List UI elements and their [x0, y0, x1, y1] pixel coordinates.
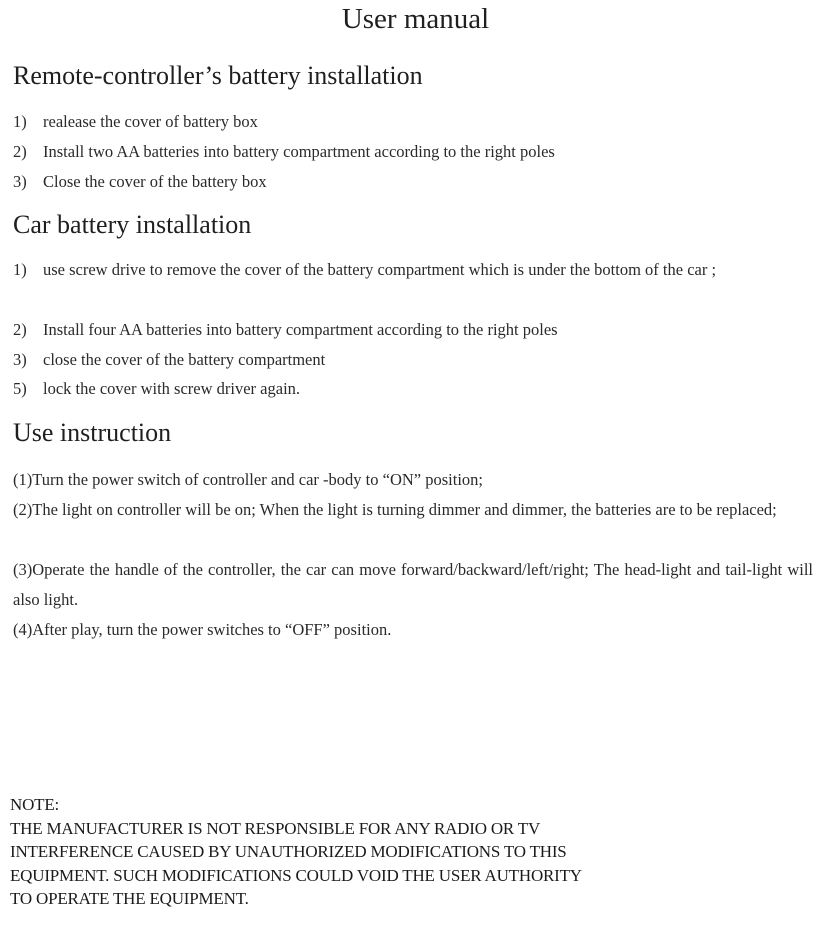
step-number: 1) [13, 112, 27, 131]
note-line: THE MANUFACTURER IS NOT RESPONSIBLE FOR ANY RADIO OR TV [10, 818, 541, 838]
use-item-2: (2)The light on controller will be on; When the light is turning dimmer and dimmer, the batteries are to be replaced; [13, 500, 777, 519]
use-item-4: (4)After play, turn the power switches to “OFF” position. [13, 620, 392, 639]
step-number: 5) [13, 379, 27, 398]
use-item-1: (1)Turn the power switch of controller and car -body to “ON” position; [13, 470, 483, 489]
car-battery-heading: Car battery installation [13, 210, 252, 239]
note-label: NOTE: [10, 795, 60, 814]
note-line: EQUIPMENT. SUCH MODIFICATIONS COULD VOID THE USER AUTHORITY [10, 865, 582, 885]
car-step-5 [13, 379, 300, 399]
step-number: 3) [13, 172, 27, 191]
use-item-3: (3)Operate the handle of the controller, the car can move forward/backward/left/right; The head-light and tail-light will also light. [13, 560, 813, 609]
remote-step-2 [13, 142, 555, 162]
note-line: TO OPERATE THE EQUIPMENT. [10, 889, 249, 908]
step-text: lock the cover with screw driver again. [43, 379, 301, 398]
page-title: User manual [341, 3, 490, 35]
fcc-note [10, 793, 790, 911]
note-line: INTERFERENCE CAUSED BY UNAUTHORIZED MODIFICATIONS TO THIS [10, 842, 567, 861]
car-step-3 [13, 350, 325, 370]
step-number: 2) [13, 320, 27, 339]
step-text: realease the cover of battery box [43, 112, 258, 131]
remote-battery-heading: Remote-controller’s battery installation [13, 61, 423, 90]
step-text: Install two AA batteries into battery compartment according to the right poles [43, 142, 555, 161]
remote-step-3 [13, 172, 267, 192]
step-text: Install four AA batteries into battery compartment according to the right poles [43, 320, 558, 339]
step-number: 1) [13, 260, 27, 279]
step-number: 3) [13, 350, 27, 369]
step-number: 2) [13, 142, 27, 161]
step-text: use screw drive to remove the cover of the battery compartment which is under the bottom of the car ; [43, 260, 717, 279]
step-text: close the cover of the battery compartment [43, 350, 326, 369]
remote-step-1 [13, 112, 258, 132]
car-step-1 [13, 255, 813, 284]
car-step-2 [13, 320, 558, 340]
use-instruction-heading: Use instruction [13, 418, 172, 447]
step-text: Close the cover of the battery box [43, 172, 267, 191]
